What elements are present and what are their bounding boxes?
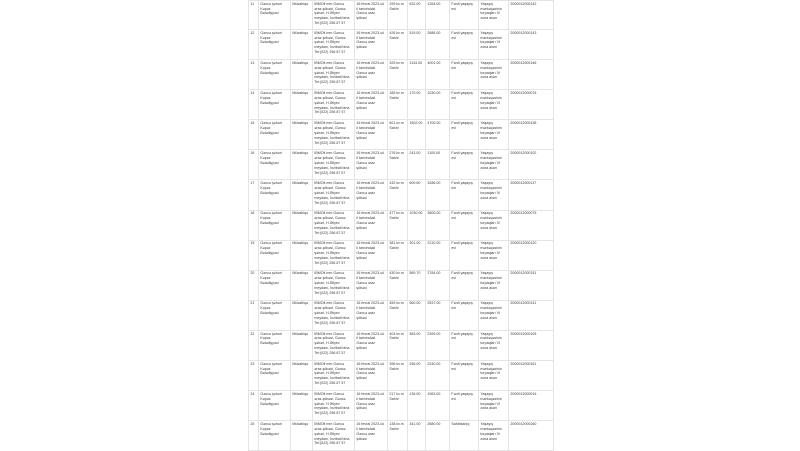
cell-org: Gəncə şəhəri Kəpəz Bələdiyyəsi — [259, 60, 291, 90]
cell-contact: İBMOlt mm Gəncə əraz-şöbəsi, Gəncə şəhəri, H.Əliyev meydanı, İnzibati bina Tel:(022) 256 87 57 — [313, 421, 355, 451]
cell-no: 16 — [249, 150, 259, 180]
cell-date: 16 fevral 2023-cü il tarixindəki Gəncə əraz şöbəsi — [355, 391, 388, 421]
cell-contact: İBMOlt mm Gəncə əraz-şöbəsi, Gəncə şəhəri, H.Əliyev meydanı, İnzibati bina Tel:(022) 256 87 57 — [313, 270, 355, 300]
cell-org: Gəncə şəhəri Kəpəz Bələdiyyəsi — [259, 120, 291, 150]
cell-type: Müsabiqə — [291, 421, 313, 451]
cell-p2: 2399.00 — [426, 330, 450, 360]
cell-area: 432 kv.m Satılır — [388, 180, 408, 210]
cell-p1: 560.00 — [408, 300, 426, 330]
cell-type: Müsabiqə — [291, 330, 313, 360]
cell-p2: 2784.00 — [426, 270, 450, 300]
table-row — [249, 90, 554, 120]
table-row — [249, 421, 554, 451]
cell-p1: 632.00 — [408, 1, 426, 30]
cell-type: Müsabiqə — [291, 30, 313, 60]
cell-p1: 609.60 — [408, 180, 426, 210]
cell-purpose: Fərdi yaşayış evi — [450, 1, 479, 30]
cell-org: Gəncə şəhəri Kəpəz Bələdiyyəsi — [259, 330, 291, 360]
cell-contact: İBMOlt mm Gəncə əraz-şöbəsi, Gəncə şəhəri, H.Əliyev meydanı, İnzibati bina Tel:(022) 256 87 57 — [313, 361, 355, 391]
cell-type: Müsabiqə — [291, 120, 313, 150]
cell-zone: Yaşayış məntəqəsinin torpaqları IV zona aləm — [479, 60, 509, 90]
cell-code: 2000012000146 — [509, 60, 554, 90]
cell-p2: 3286.00 — [426, 180, 450, 210]
cell-org: Gəncə şəhəri Kəpəz Bələdiyyəsi — [259, 150, 291, 180]
cell-type: Müsabiqə — [291, 240, 313, 270]
cell-date: 16 fevral 2023-cü il tarixindəki Gəncə əraz şöbəsi — [355, 150, 388, 180]
cell-type: Müsabiqə — [291, 60, 313, 90]
cell-code: 2000012000102 — [509, 150, 554, 180]
cell-p1: 301.00 — [408, 240, 426, 270]
cell-purpose: Fərdi yaşayış evi — [450, 180, 479, 210]
cell-no: 22 — [249, 330, 259, 360]
cell-p1: 519.00 — [408, 30, 426, 60]
cell-p1: 363.00 — [408, 330, 426, 360]
cell-no: 18 — [249, 210, 259, 240]
cell-date: 16 fevral 2023-cü il tarixindəki Gəncə əraz şöbəsi — [355, 361, 388, 391]
cell-type: Müsabiqə — [291, 270, 313, 300]
cell-p2: 2240.00 — [426, 361, 450, 391]
cell-code: 2000012000143 — [509, 30, 554, 60]
cell-no: 21 — [249, 300, 259, 330]
cell-p1: 170.00 — [408, 90, 426, 120]
cell-p2: 2680.00 — [426, 421, 450, 451]
cell-no: 20 — [249, 270, 259, 300]
cell-zone: Yaşayış məntəqəsinin torpaqları VI zona aləm — [479, 150, 509, 180]
cell-area: 404 kv.m Satılır — [388, 330, 408, 360]
cell-purpose: Sahibkarlıq — [450, 421, 479, 451]
cell-p1: 243.00 — [408, 150, 426, 180]
cell-contact: İBMOlt mm Gəncə əraz-şöbəsi, Gəncə şəhəri, H.Əliyev meydanı, İnzibati bina Tel:(022) 256 87 57 — [313, 210, 355, 240]
cell-org: Gəncə şəhəri Kəpəz Bələdiyyəsi — [259, 421, 291, 451]
cell-org: Gəncə şəhəri Kəpəz Bələdiyyəsi — [259, 30, 291, 60]
cell-area: 396 kv.m Satılır — [388, 361, 408, 391]
cell-area: 459 kv.m Satılır — [388, 300, 408, 330]
cell-date: 16 fevral 2023-cü il tarixindəki Gəncə əraz şöbəsi — [355, 300, 388, 330]
cell-type: Müsabiqə — [291, 180, 313, 210]
cell-org: Gəncə şəhəri Kəpəz Bələdiyyəsi — [259, 90, 291, 120]
cell-type: Müsabiqə — [291, 361, 313, 391]
cell-purpose: Fərdi yaşayış evi — [450, 150, 479, 180]
cell-contact: İBMOlt mm Gəncə əraz-şöbəsi, Gəncə şəhəri, H.Əliyev meydanı, İnzibati bina Tel:(022) 256 87 57 — [313, 180, 355, 210]
cell-p1: 1134.00 — [408, 60, 426, 90]
cell-no: 24 — [249, 391, 259, 421]
cell-code: 2000012000076 — [509, 90, 554, 120]
cell-purpose: Fərdi yaşayış evi — [450, 30, 479, 60]
cell-code: 2000012000161 — [509, 361, 554, 391]
cell-date: 16 fevral 2023-cü il tarixindəki Gəncə əraz şöbəsi — [355, 330, 388, 360]
cell-contact: İBMOlt mm Gəncə əraz-şöbəsi, Gəncə şəhəri, H.Əliyev meydanı, İnzibati bina Tel:(022) 256 87 57 — [313, 90, 355, 120]
cell-type: Müsabiqə — [291, 391, 313, 421]
cell-org: Gəncə şəhəri Kəpəz Bələdiyyəsi — [259, 1, 291, 30]
cell-zone: Yaşayış məntəqəsinin torpaqları VI zona aləm — [479, 361, 509, 391]
table-row — [249, 330, 554, 360]
cell-date: 16 fevral 2023-cü il tarixindəki Gəncə əraz şöbəsi — [355, 60, 388, 90]
cell-type: Müsabiqə — [291, 90, 313, 120]
cell-p1: 341.00 — [408, 421, 426, 451]
cell-purpose: Fərdi yaşayış evi — [450, 240, 479, 270]
cell-purpose: Fərdi yaşayış evi — [450, 391, 479, 421]
cell-contact: İBMOlt mm Gəncə əraz-şöbəsi, Gəncə şəhəri, H.Əliyev meydanı, İnzibati bina Tel:(022) 256 87 57 — [313, 150, 355, 180]
cell-zone: Yaşayış məntəqəsinin torpaqları IV zona aləm — [479, 421, 509, 451]
table-row — [249, 361, 554, 391]
cell-contact: İBMOlt mm Gəncə əraz-şöbəsi, Gəncə şəhəri, H.Əliyev meydanı, İnzibati bina Tel:(022) 256 87 57 — [313, 30, 355, 60]
cell-area: 299 kv.m Satılır — [388, 1, 408, 30]
cell-contact: İBMOlt mm Gəncə əraz-şöbəsi, Gəncə şəhəri, H.Əliyev meydanı, İnzibati bina Tel:(022) 256 87 57 — [313, 60, 355, 90]
cell-no: 11 — [249, 1, 259, 30]
cell-purpose: Fərdi yaşayış evi — [450, 90, 479, 120]
cell-purpose: Fərdi yaşayış evi — [450, 60, 479, 90]
table-row — [249, 180, 554, 210]
cell-contact: İBMOlt mm Gəncə əraz-şöbəsi, Gəncə şəhəri, H.Əliyev meydanı, İnzibati bina Tel:(022) 256 87 57 — [313, 120, 355, 150]
cell-area: 217 kv.m Satılır — [388, 391, 408, 421]
cell-p2: 1063.00 — [426, 391, 450, 421]
cell-type: Müsabiqə — [291, 1, 313, 30]
cell-zone: Yaşayış məntəqəsinin torpaqları IV zona aləm — [479, 210, 509, 240]
cell-org: Gəncə şəhəri Kəpəz Bələdiyyəsi — [259, 240, 291, 270]
cell-p2: 2686.00 — [426, 30, 450, 60]
cell-code: 2000012000120 — [509, 240, 554, 270]
cell-type: Müsabiqə — [291, 150, 313, 180]
cell-purpose: Fərdi yaşayış evi — [450, 270, 479, 300]
cell-org: Gəncə şəhəri Kəpəz Bələdiyyəsi — [259, 391, 291, 421]
cell-date: 16 fevral 2023-cü il tarixindəki Gəncə əraz şöbəsi — [355, 180, 388, 210]
cell-no: 19 — [249, 240, 259, 270]
cell-no: 12 — [249, 30, 259, 60]
cell-area: 138 kv.m Satılır — [388, 421, 408, 451]
cell-code: 2000012000141 — [509, 300, 554, 330]
cell-date: 16 fevral 2023-cü il tarixindəki Gəncə əraz şöbəsi — [355, 210, 388, 240]
cell-code: 2000012000138 — [509, 120, 554, 150]
cell-area: 430 kv.m Satılır — [388, 270, 408, 300]
cell-date: 16 fevral 2023-cü il tarixindəki Gəncə əraz şöbəsi — [355, 30, 388, 60]
cell-purpose: Fərdi yaşayış evi — [450, 361, 479, 391]
table-row — [249, 300, 554, 330]
cell-purpose: Fərdi yaşayış evi — [450, 120, 479, 150]
table-row — [249, 120, 554, 150]
cell-date: 16 fevral 2023-cü il tarixindəki Gəncə əraz şöbəsi — [355, 1, 388, 30]
table-row — [249, 60, 554, 90]
cell-p1: 136.00 — [408, 391, 426, 421]
cell-p2: 2537.00 — [426, 300, 450, 330]
cell-zone: Yaşayış məntəqəsinin torpaqları VI zona aləm — [479, 330, 509, 360]
cell-zone: Yaşayış məntəqəsinin torpaqları VI zona aləm — [479, 391, 509, 421]
table-row — [249, 270, 554, 300]
cell-type: Müsabiqə — [291, 210, 313, 240]
cell-code: 2000012000016 — [509, 391, 554, 421]
cell-date: 16 fevral 2023-cü il tarixindəki Gəncə əraz şöbəsi — [355, 421, 388, 451]
cell-zone: Yaşayış məntəqəsinin torpaqları VI zona aləm — [479, 90, 509, 120]
cell-zone: Yaşayış məntəqəsinin torpaqları IV zona aləm — [479, 180, 509, 210]
cell-contact: İBMOlt mm Gəncə əraz-şöbəsi, Gəncə şəhəri, H.Əliyev meydanı, İnzibati bina Tel:(022) 256 87 57 — [313, 300, 355, 330]
table-row — [249, 30, 554, 60]
cell-contact: İBMOlt mm Gəncə əraz-şöbəsi, Gəncə şəhəri, H.Əliyev meydanı, İnzibati bina Tel:(022) 256 87 57 — [313, 391, 355, 421]
cell-p2: 2210.00 — [426, 240, 450, 270]
cell-p1: 256.00 — [408, 361, 426, 391]
cell-org: Gəncə şəhəri Kəpəz Bələdiyyəsi — [259, 270, 291, 300]
cell-org: Gəncə şəhəri Kəpəz Bələdiyyəsi — [259, 361, 291, 391]
table-row — [249, 240, 554, 270]
cell-contact: İBMOlt mm Gəncə əraz-şöbəsi, Gəncə şəhəri, H.Əliyev meydanı, İnzibati bina Tel:(022) 256 87 57 — [313, 330, 355, 360]
cell-no: 13 — [249, 60, 259, 90]
cell-p2: 4001.00 — [426, 60, 450, 90]
cell-area: 276 kv.m Satılır — [388, 150, 408, 180]
cell-area: 185 kv.m Satılır — [388, 90, 408, 120]
cell-p1: 1030.00 — [408, 210, 426, 240]
cell-purpose: Fərdi yaşayış evi — [450, 210, 479, 240]
cell-p2: 3600.00 — [426, 210, 450, 240]
table-row — [249, 210, 554, 240]
cell-no: 15 — [249, 120, 259, 150]
cell-type: Müsabiqə — [291, 300, 313, 330]
cell-code: 2000012000075 — [509, 210, 554, 240]
cell-no: 23 — [249, 361, 259, 391]
cell-code: 2000012000151 — [509, 270, 554, 300]
cell-code: 2000012000160 — [509, 421, 554, 451]
cell-contact: İBMOlt mm Gəncə əraz-şöbəsi, Gəncə şəhəri, H.Əliyev meydanı, İnzibati bina Tel:(022) 256 87 57 — [313, 240, 355, 270]
table-row — [249, 1, 554, 30]
auction-table — [248, 0, 554, 451]
cell-date: 16 fevral 2023-cü il tarixindəki Gəncə əraz şöbəsi — [355, 240, 388, 270]
document-table — [248, 0, 553, 451]
cell-area: 426 kv.m Satılır — [388, 30, 408, 60]
cell-no: 17 — [249, 180, 259, 210]
cell-p1: 589.70 — [408, 270, 426, 300]
cell-purpose: Fərdi yaşayış evi — [450, 330, 479, 360]
cell-date: 16 fevral 2023-cü il tarixindəki Gəncə əraz şöbəsi — [355, 90, 388, 120]
cell-date: 16 fevral 2023-cü il tarixindəki Gəncə əraz şöbəsi — [355, 120, 388, 150]
cell-zone: Yaşayış məntəqəsinin torpaqları IV zona aləm — [479, 240, 509, 270]
cell-no: 25 — [249, 421, 259, 451]
cell-no: 14 — [249, 90, 259, 120]
cell-code: 2000012000105 — [509, 330, 554, 360]
cell-code: 2000012000117 — [509, 180, 554, 210]
cell-zone: Yaşayış məntəqəsinin torpaqları VI zona aləm — [479, 120, 509, 150]
cell-purpose: Fərdi yaşayış evi — [450, 300, 479, 330]
cell-contact: İBMOlt mm Gəncə əraz-şöbəsi, Gəncə şəhəri, H.Əliyev meydanı, İnzibati bina Tel:(022) 256 87 57 — [313, 1, 355, 30]
cell-p2: 1264.00 — [426, 1, 450, 30]
cell-area: 477 kv.m Satılır — [388, 210, 408, 240]
cell-zone: Yaşayış məntəqəsinin torpaqları VI zona aləm — [479, 300, 509, 330]
cell-zone: Yaşayış məntəqəsinin torpaqları VI zona aləm — [479, 270, 509, 300]
cell-org: Gəncə şəhəri Kəpəz Bələdiyyəsi — [259, 300, 291, 330]
cell-area: 601 kv.m Satılır — [388, 120, 408, 150]
cell-org: Gəncə şəhəri Kəpəz Bələdiyyəsi — [259, 180, 291, 210]
table-row — [249, 391, 554, 421]
table-row — [249, 150, 554, 180]
cell-org: Gəncə şəhəri Kəpəz Bələdiyyəsi — [259, 210, 291, 240]
cell-code: 2000012000142 — [509, 1, 554, 30]
cell-p2: 1100.00 — [426, 150, 450, 180]
cell-p2: 4700.00 — [426, 120, 450, 150]
cell-date: 16 fevral 2023-cü il tarixindəki Gəncə əraz şöbəsi — [355, 270, 388, 300]
cell-p2: 1030.00 — [426, 90, 450, 120]
cell-area: 325 kv.m Satılır — [388, 60, 408, 90]
cell-zone: Yaşayış məntəqəsinin torpaqları VI zona aləm — [479, 30, 509, 60]
cell-zone: Yaşayış məntəqəsinin torpaqları IV zona aləm — [479, 1, 509, 30]
cell-p1: 1502.00 — [408, 120, 426, 150]
cell-area: 381 kv.m Satılır — [388, 240, 408, 270]
